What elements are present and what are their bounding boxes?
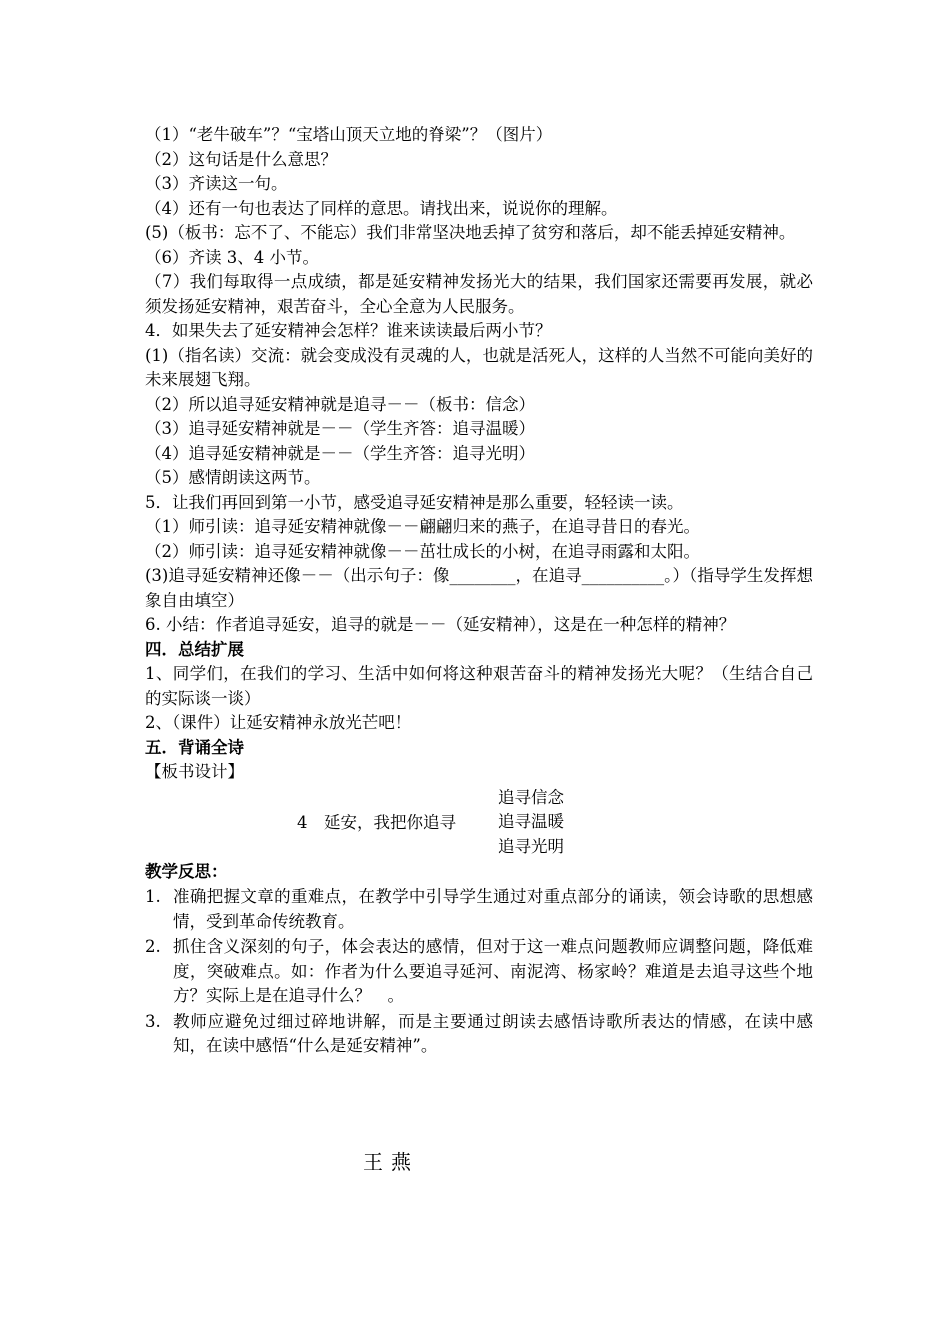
- board-item: 追寻光明: [498, 836, 564, 856]
- section-heading: 四．总结扩展: [145, 639, 244, 659]
- text-line: 4．如果失去了延安精神会怎样？谁来读读最后两小节？: [145, 321, 552, 340]
- board-design: [145, 786, 813, 860]
- board-title: 4 延安，我把你追寻: [297, 812, 456, 832]
- list-text: 抓住含义深刻的句子，体会表达的感情，但对于这一难点问题教师应调整问题，降低难度，突破难点。如：作者为什么要追寻延河、南泥湾、杨家岭？难道是去追寻这些个地方？实际上是在追寻什么？ 。: [173, 937, 813, 1005]
- text-line: 5．让我们再回到第一小节，感受追寻延安精神是那么重要，轻轻读一读。: [145, 492, 684, 512]
- list-number: 2.: [145, 937, 161, 956]
- reflection-heading: 教学反思：: [145, 861, 228, 881]
- text-line: 6. 小结：作者追寻延安，追寻的就是－－（延安精神），这是在一种怎样的精神？: [145, 615, 736, 634]
- text-line: （1）“老牛破车”？“宝塔山顶天立地的脊梁”？（图片）: [145, 125, 553, 144]
- text-line: （2）所以追寻延安精神就是追寻－－（板书：信念）: [145, 394, 535, 414]
- text-paragraph: （7）我们每取得一点成绩，都是延安精神发扬光大的结果，我们国家还需要再发展，就必须发扬延安精神，艰苦奋斗，全心全意为人民服务。: [145, 272, 813, 316]
- text-line: （3）齐读这一句。: [145, 174, 288, 193]
- board-design-label: 【板书设计】: [145, 762, 244, 781]
- text-line: （3）追寻延安精神就是－－（学生齐答：追寻温暖）: [145, 419, 535, 438]
- text-line: （1）师引读：追寻延安精神就像－－翩翩归来的燕子，在追寻昔日的春光。: [145, 517, 700, 536]
- text-line: （5）感情朗读这两节。: [145, 468, 321, 487]
- document-body: [145, 123, 813, 1060]
- list-number: 1.: [145, 887, 161, 906]
- author-signature: 王燕: [363, 1150, 419, 1174]
- list-text: 教师应避免过细过碎地讲解，而是主要通过朗读去感悟诗歌所表达的情感，在读中感知，在读中感悟“什么是延安精神”。: [173, 1011, 813, 1055]
- reflection-list: [145, 885, 813, 1059]
- text-paragraph: (5)（板书：忘不了、不能忘）我们非常坚决地丢掉了贫穷和落后，却不能丢掉延安精神。: [145, 223, 796, 242]
- text-line: （2）师引读：追寻延安精神就像－－茁壮成长的小树，在追寻雨露和太阳。: [145, 541, 700, 561]
- text-paragraph: (1)（指名读）交流：就会变成没有灵魂的人，也就是活死人，这样的人当然不可能向美好的未来展翅飞翔。: [145, 345, 813, 389]
- list-item: [145, 935, 813, 1009]
- text-line: （6）齐读 3、4 小节。: [145, 247, 319, 267]
- list-text: 准确把握文章的重难点，在教学中引导学生通过对重点部分的诵读，领会诗歌的思想感情，受到革命传统教育。: [173, 887, 813, 931]
- text-line: （4）追寻延安精神就是－－（学生齐答：追寻光明）: [145, 443, 535, 463]
- section-heading: 五．背诵全诗: [145, 737, 244, 757]
- text-paragraph: (3)追寻延安精神还像－－（出示句子：像________，在追寻__________。）（指导学生发挥想象自由填空）: [145, 566, 813, 610]
- list-number: 3.: [145, 1011, 161, 1031]
- board-item: 追寻信念: [498, 787, 564, 807]
- board-item: 追寻温暖: [498, 812, 564, 831]
- text-line: 2、（课件）让延安精神永放光芒吧！: [145, 713, 412, 732]
- list-item: [145, 885, 813, 934]
- list-item: [145, 1010, 813, 1059]
- text-line: （2）这句话是什么意思？: [145, 149, 337, 169]
- text-paragraph: 1、同学们，在我们的学习、生活中如何将这种艰苦奋斗的精神发扬光大呢？（生结合自己的实际谈一谈）: [145, 664, 813, 708]
- text-line: （4）还有一句也表达了同样的意思。请找出来，说说你的理解。: [145, 198, 618, 218]
- board-items: [498, 786, 564, 860]
